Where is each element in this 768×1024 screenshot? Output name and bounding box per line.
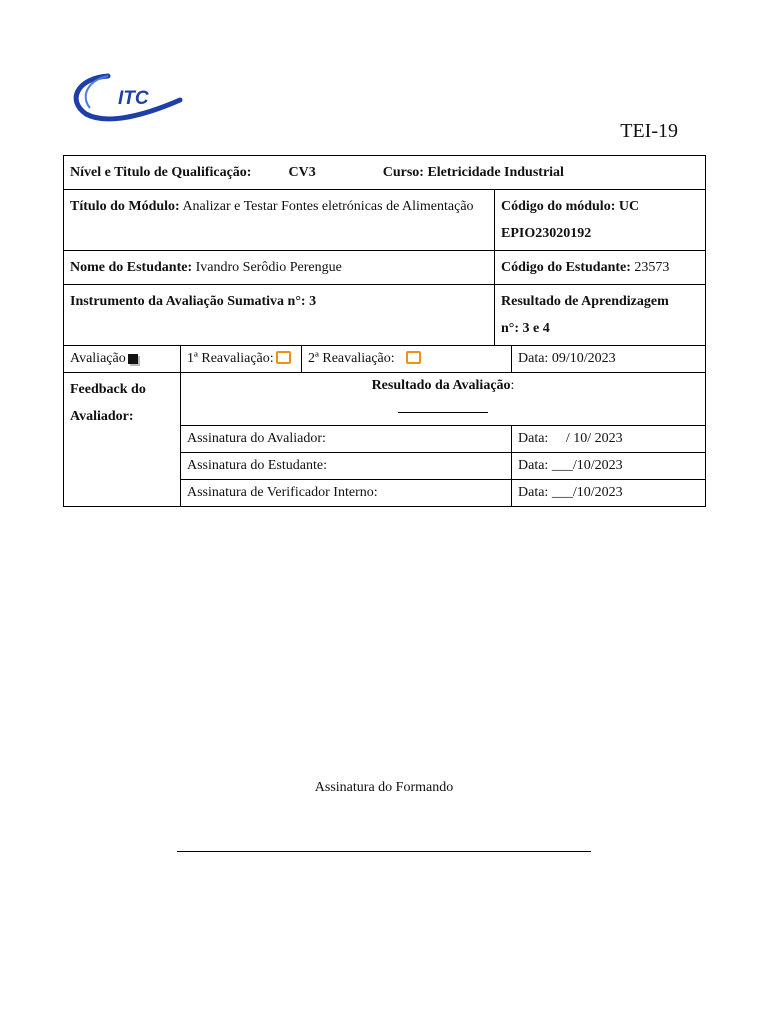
reevaluation2-cell — [302, 346, 512, 373]
signature-label-2: Assinatura de Verificador Interno: — [181, 480, 512, 507]
module-title-value: Analizar e Testar Fontes eletrónicas de Alimentação — [182, 199, 474, 214]
result-colon: : — [510, 378, 515, 393]
document-code: TEI-19 — [620, 120, 678, 142]
logo-text: ITC — [118, 88, 149, 109]
course-label: Curso: Eletricidade Industrial — [382, 165, 564, 180]
reevaluation1-cell — [181, 346, 302, 373]
signature-label-1: Assinatura do Estudante: — [181, 453, 512, 480]
signature-date-2: Data: ___/10/2023 — [512, 480, 706, 507]
instrument-cell: Instrumento da Avaliação Sumativa n°: 3 — [64, 285, 495, 346]
itc-logo — [68, 70, 183, 126]
module-code-label: Código do módulo: UC — [501, 199, 640, 214]
signature-date-0: Data: / 10/ 2023 — [512, 426, 706, 453]
student-name-value: Ivandro Serôdio Perengue — [195, 260, 342, 275]
evaluation-checkbox[interactable] — [128, 354, 138, 364]
trainee-signature-label: Assinatura do Formando — [314, 780, 454, 795]
qualification-label: Nível e Titulo de Qualificação: — [70, 165, 252, 180]
feedback-cell — [64, 373, 181, 507]
module-title-label: Título do Módulo: — [70, 199, 180, 214]
feedback-line2: Avaliador: — [70, 409, 134, 424]
module-code-value: EPIO23020192 — [501, 226, 592, 241]
student-code-value: 23573 — [634, 260, 670, 275]
qualification-value: CV3 — [288, 165, 316, 180]
student-name-label: Nome do Estudante: — [70, 260, 193, 275]
student-name-cell — [64, 251, 495, 285]
student-code-label: Código do Estudante: — [501, 260, 631, 275]
trainee-signature-line — [177, 851, 591, 852]
result-cell — [181, 373, 706, 426]
evaluation-form — [63, 155, 706, 507]
module-title-cell — [64, 190, 495, 251]
result-blank-line — [398, 396, 488, 413]
student-code-cell — [495, 251, 706, 285]
evaluation-cell — [64, 346, 181, 373]
evaluation-date-cell: Data: 09/10/2023 — [512, 346, 706, 373]
signature-label-0: Assinatura do Avaliador: — [181, 426, 512, 453]
reevaluation2-label: 2ª Reavaliação: — [308, 351, 395, 366]
reevaluation2-checkbox[interactable] — [406, 351, 421, 364]
reevaluation1-checkbox[interactable] — [276, 351, 291, 364]
learning-result-line2: n°: 3 e 4 — [501, 321, 550, 336]
evaluation-label: Avaliação — [70, 351, 126, 366]
feedback-line1: Feedback do — [70, 382, 146, 397]
result-label: Resultado da Avaliação — [371, 378, 511, 393]
learning-result-line1: Resultado de Aprendizagem — [501, 294, 669, 309]
signature-date-1: Data: ___/10/2023 — [512, 453, 706, 480]
qualification-row — [64, 156, 706, 190]
learning-result-cell — [495, 285, 706, 346]
module-code-cell — [495, 190, 706, 251]
reevaluation1-label: 1ª Reavaliação: — [187, 351, 274, 366]
